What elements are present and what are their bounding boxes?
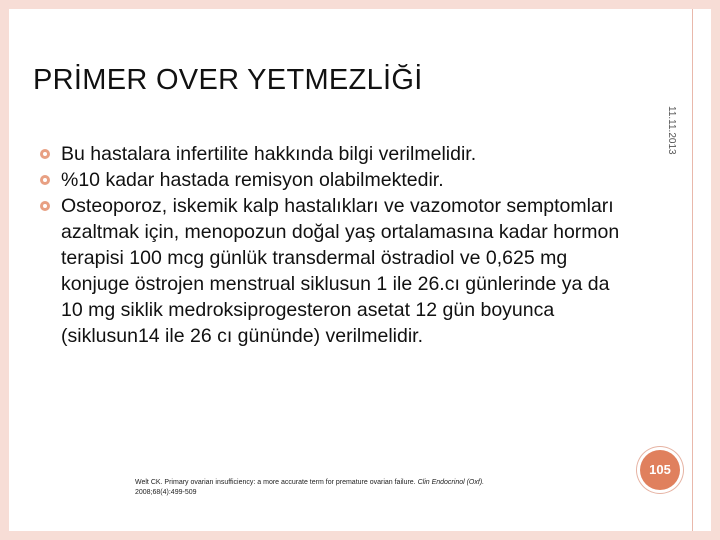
bullet-text: Osteoporoz, iskemik kalp hastalıkları ve vazomotor semptomları azaltmak için, menopozun doğal yaş ortalamasına kadar hormon terapisi 100 mcg günlük transdermal östradiol ve 0,625 mg konjuge östrojen menstrual siklusun 1 ile 26.cı günlerinde ya da 10 mg siklik medroksiprogesteron asetat 12 gün boyunca (siklusun14 ile 26 cı gününde) verilmelidir. (61, 195, 620, 347)
bullet-item (40, 167, 636, 193)
bullet-text: %10 kadar hastada remisyon olabilmektedir. (61, 169, 444, 191)
slide-date: 11.11.2013 (666, 106, 677, 155)
slide-title: PRİMER OVER YETMEZLİĞİ (33, 64, 423, 96)
bullet-text: Bu hastalara infertilite hakkında bilgi verilmelidir. (61, 143, 477, 165)
reference-text: Welt CK. Primary ovarian insufficiency: a more accurate term for premature ovarian failure. (135, 479, 418, 486)
reference-details: 2008;68(4):499-509 (135, 489, 197, 496)
bullet-item (40, 141, 636, 167)
reference-citation (135, 478, 605, 498)
page-number-badge: 105 (640, 450, 680, 490)
bullet-list (40, 141, 636, 349)
margin-divider (692, 9, 693, 531)
bullet-item (40, 193, 636, 349)
reference-journal: Clin Endocrinol (Oxf). (417, 479, 485, 486)
bullet-icon (40, 201, 50, 211)
bullet-icon (40, 149, 50, 159)
bullet-icon (40, 175, 50, 185)
